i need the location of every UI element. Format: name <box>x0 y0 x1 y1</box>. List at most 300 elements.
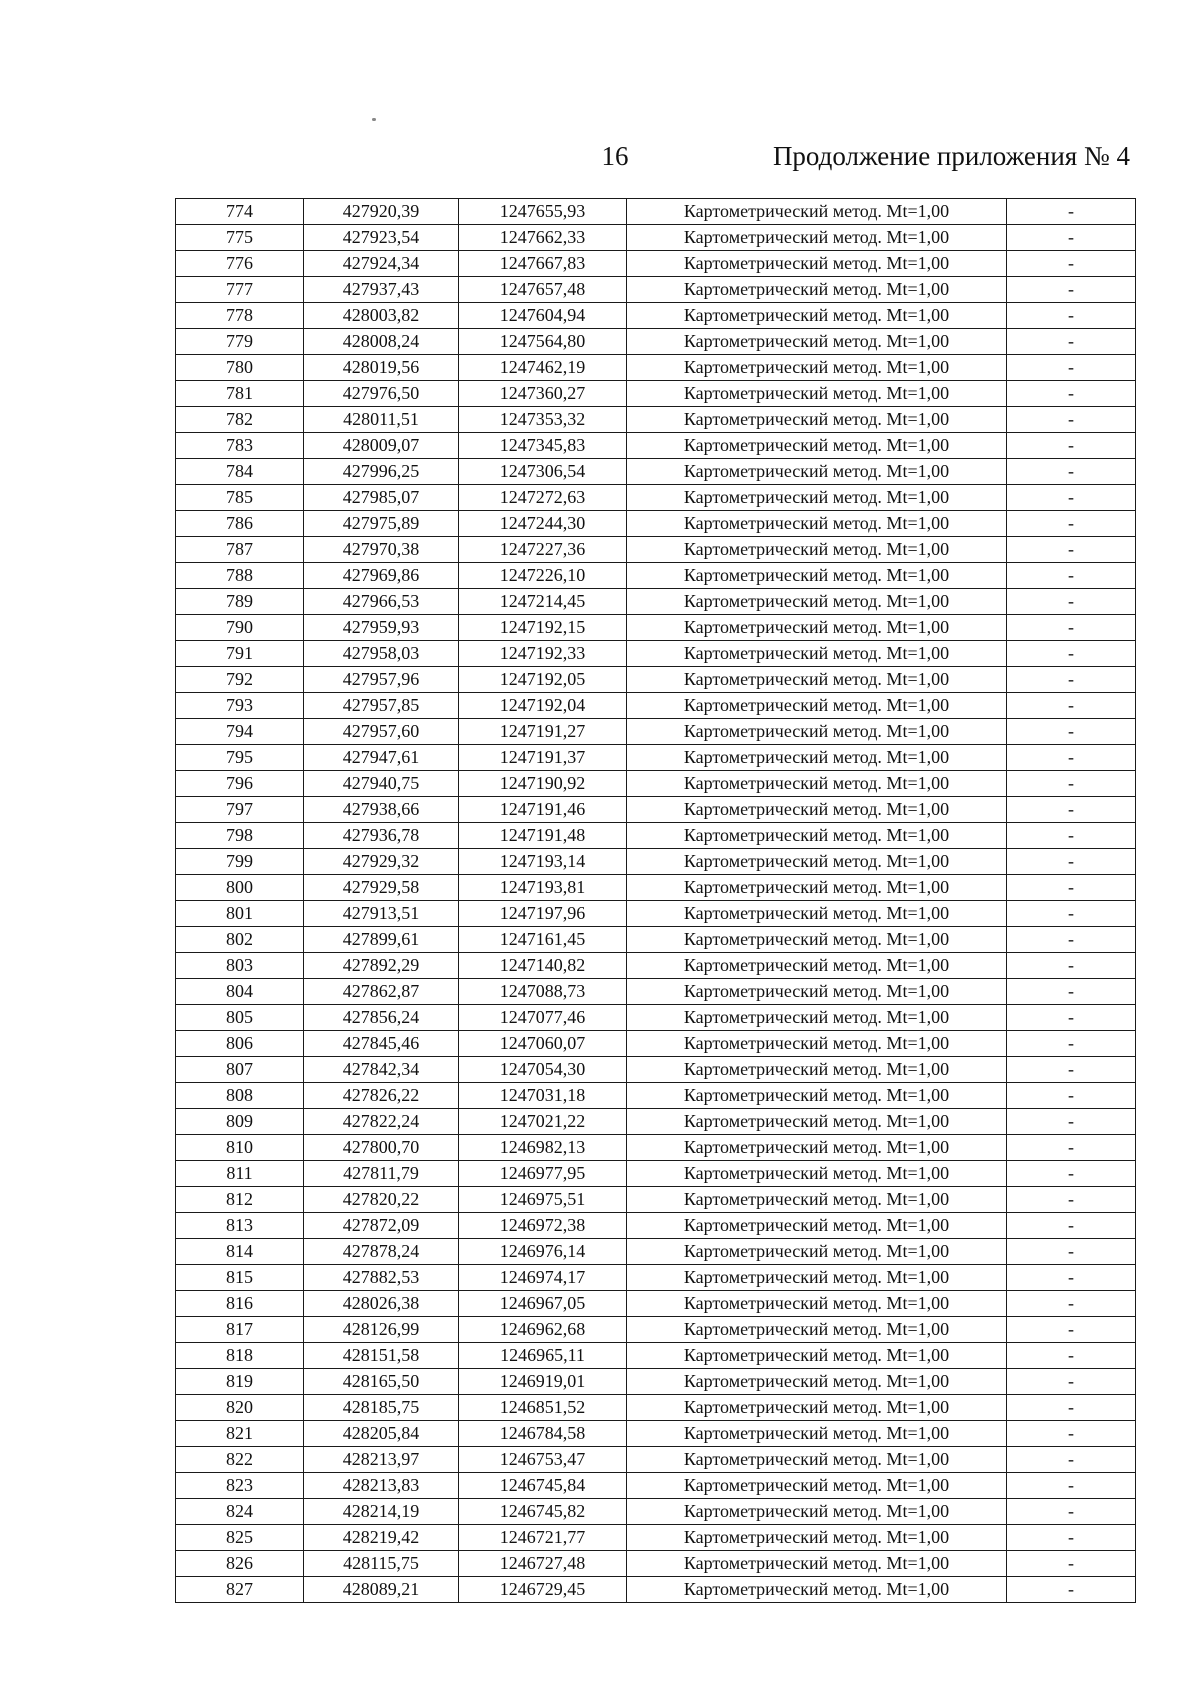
y-coordinate-cell: 1247192,04 <box>459 693 627 719</box>
method-cell: Картометрический метод. Mt=1,00 <box>627 771 1007 797</box>
table-row <box>176 303 1136 329</box>
table-row <box>176 277 1136 303</box>
point-number-cell: 825 <box>176 1525 304 1551</box>
method-cell: Картометрический метод. Mt=1,00 <box>627 1421 1007 1447</box>
table-row <box>176 251 1136 277</box>
x-coordinate-cell: 427969,86 <box>304 563 459 589</box>
point-number-cell: 780 <box>176 355 304 381</box>
y-coordinate-cell: 1246919,01 <box>459 1369 627 1395</box>
table-row <box>176 485 1136 511</box>
method-cell: Картометрический метод. Mt=1,00 <box>627 355 1007 381</box>
table-row <box>176 1421 1136 1447</box>
y-coordinate-cell: 1246727,48 <box>459 1551 627 1577</box>
y-coordinate-cell: 1246982,13 <box>459 1135 627 1161</box>
x-coordinate-cell: 428185,75 <box>304 1395 459 1421</box>
table-row <box>176 953 1136 979</box>
point-number-cell: 800 <box>176 875 304 901</box>
y-coordinate-cell: 1247226,10 <box>459 563 627 589</box>
x-coordinate-cell: 428219,42 <box>304 1525 459 1551</box>
method-cell: Картометрический метод. Mt=1,00 <box>627 277 1007 303</box>
y-coordinate-cell: 1247191,37 <box>459 745 627 771</box>
y-coordinate-cell: 1247345,83 <box>459 433 627 459</box>
note-cell: - <box>1007 1395 1136 1421</box>
method-cell: Картометрический метод. Mt=1,00 <box>627 849 1007 875</box>
note-cell: - <box>1007 1499 1136 1525</box>
point-number-cell: 779 <box>176 329 304 355</box>
table-row <box>176 1317 1136 1343</box>
x-coordinate-cell: 427958,03 <box>304 641 459 667</box>
note-cell: - <box>1007 225 1136 251</box>
method-cell: Картометрический метод. Mt=1,00 <box>627 1291 1007 1317</box>
y-coordinate-cell: 1247667,83 <box>459 251 627 277</box>
y-coordinate-cell: 1247054,30 <box>459 1057 627 1083</box>
method-cell: Картометрический метод. Mt=1,00 <box>627 589 1007 615</box>
note-cell: - <box>1007 1343 1136 1369</box>
y-coordinate-cell: 1247662,33 <box>459 225 627 251</box>
table-row <box>176 1343 1136 1369</box>
x-coordinate-cell: 427976,50 <box>304 381 459 407</box>
table-row <box>176 1239 1136 1265</box>
y-coordinate-cell: 1247140,82 <box>459 953 627 979</box>
point-number-cell: 813 <box>176 1213 304 1239</box>
y-coordinate-cell: 1246745,84 <box>459 1473 627 1499</box>
method-cell: Картометрический метод. Mt=1,00 <box>627 433 1007 459</box>
x-coordinate-cell: 428009,07 <box>304 433 459 459</box>
note-cell: - <box>1007 1057 1136 1083</box>
table-row <box>176 667 1136 693</box>
y-coordinate-cell: 1247353,32 <box>459 407 627 433</box>
x-coordinate-cell: 427842,34 <box>304 1057 459 1083</box>
x-coordinate-cell: 427947,61 <box>304 745 459 771</box>
x-coordinate-cell: 427845,46 <box>304 1031 459 1057</box>
y-coordinate-cell: 1247197,96 <box>459 901 627 927</box>
x-coordinate-cell: 427800,70 <box>304 1135 459 1161</box>
table-row <box>176 771 1136 797</box>
point-number-cell: 819 <box>176 1369 304 1395</box>
y-coordinate-cell: 1246784,58 <box>459 1421 627 1447</box>
table-row <box>176 745 1136 771</box>
y-coordinate-cell: 1247227,36 <box>459 537 627 563</box>
y-coordinate-cell: 1247564,80 <box>459 329 627 355</box>
y-coordinate-cell: 1246974,17 <box>459 1265 627 1291</box>
x-coordinate-cell: 428089,21 <box>304 1577 459 1603</box>
note-cell: - <box>1007 1265 1136 1291</box>
x-coordinate-cell: 428205,84 <box>304 1421 459 1447</box>
method-cell: Картометрический метод. Mt=1,00 <box>627 537 1007 563</box>
x-coordinate-cell: 427936,78 <box>304 823 459 849</box>
note-cell: - <box>1007 199 1136 225</box>
table-row <box>176 329 1136 355</box>
note-cell: - <box>1007 1577 1136 1603</box>
table-row <box>176 719 1136 745</box>
note-cell: - <box>1007 979 1136 1005</box>
note-cell: - <box>1007 1005 1136 1031</box>
note-cell: - <box>1007 485 1136 511</box>
y-coordinate-cell: 1247088,73 <box>459 979 627 1005</box>
y-coordinate-cell: 1247077,46 <box>459 1005 627 1031</box>
note-cell: - <box>1007 1317 1136 1343</box>
note-cell: - <box>1007 745 1136 771</box>
table-row <box>176 1005 1136 1031</box>
y-coordinate-cell: 1247655,93 <box>459 199 627 225</box>
method-cell: Картометрический метод. Mt=1,00 <box>627 1109 1007 1135</box>
point-number-cell: 806 <box>176 1031 304 1057</box>
point-number-cell: 816 <box>176 1291 304 1317</box>
note-cell: - <box>1007 329 1136 355</box>
x-coordinate-cell: 428003,82 <box>304 303 459 329</box>
x-coordinate-cell: 428213,83 <box>304 1473 459 1499</box>
y-coordinate-cell: 1246745,82 <box>459 1499 627 1525</box>
note-cell: - <box>1007 797 1136 823</box>
method-cell: Картометрический метод. Mt=1,00 <box>627 1447 1007 1473</box>
method-cell: Картометрический метод. Mt=1,00 <box>627 1473 1007 1499</box>
note-cell: - <box>1007 615 1136 641</box>
x-coordinate-cell: 428126,99 <box>304 1317 459 1343</box>
y-coordinate-cell: 1247021,22 <box>459 1109 627 1135</box>
x-coordinate-cell: 427820,22 <box>304 1187 459 1213</box>
point-number-cell: 823 <box>176 1473 304 1499</box>
note-cell: - <box>1007 433 1136 459</box>
x-coordinate-cell: 427924,34 <box>304 251 459 277</box>
y-coordinate-cell: 1247191,27 <box>459 719 627 745</box>
point-number-cell: 778 <box>176 303 304 329</box>
x-coordinate-cell: 427937,43 <box>304 277 459 303</box>
x-coordinate-cell: 427920,39 <box>304 199 459 225</box>
point-number-cell: 795 <box>176 745 304 771</box>
point-number-cell: 821 <box>176 1421 304 1447</box>
table-body <box>176 199 1136 1603</box>
method-cell: Картометрический метод. Mt=1,00 <box>627 641 1007 667</box>
point-number-cell: 826 <box>176 1551 304 1577</box>
note-cell: - <box>1007 1083 1136 1109</box>
x-coordinate-cell: 427957,85 <box>304 693 459 719</box>
table-row <box>176 875 1136 901</box>
point-number-cell: 794 <box>176 719 304 745</box>
x-coordinate-cell: 427822,24 <box>304 1109 459 1135</box>
y-coordinate-cell: 1246975,51 <box>459 1187 627 1213</box>
point-number-cell: 802 <box>176 927 304 953</box>
table-row <box>176 1525 1136 1551</box>
point-number-cell: 786 <box>176 511 304 537</box>
method-cell: Картометрический метод. Mt=1,00 <box>627 1083 1007 1109</box>
method-cell: Картометрический метод. Mt=1,00 <box>627 615 1007 641</box>
x-coordinate-cell: 427892,29 <box>304 953 459 979</box>
note-cell: - <box>1007 1369 1136 1395</box>
y-coordinate-cell: 1247031,18 <box>459 1083 627 1109</box>
y-coordinate-cell: 1246967,05 <box>459 1291 627 1317</box>
table-row <box>176 1395 1136 1421</box>
note-cell: - <box>1007 277 1136 303</box>
note-cell: - <box>1007 1421 1136 1447</box>
y-coordinate-cell: 1247360,27 <box>459 381 627 407</box>
note-cell: - <box>1007 667 1136 693</box>
point-number-cell: 815 <box>176 1265 304 1291</box>
page-number: 16 <box>601 141 629 171</box>
note-cell: - <box>1007 771 1136 797</box>
note-cell: - <box>1007 537 1136 563</box>
method-cell: Картометрический метод. Mt=1,00 <box>627 511 1007 537</box>
note-cell: - <box>1007 927 1136 953</box>
point-number-cell: 782 <box>176 407 304 433</box>
note-cell: - <box>1007 1031 1136 1057</box>
y-coordinate-cell: 1247191,48 <box>459 823 627 849</box>
note-cell: - <box>1007 355 1136 381</box>
table-row <box>176 927 1136 953</box>
point-number-cell: 789 <box>176 589 304 615</box>
x-coordinate-cell: 428019,56 <box>304 355 459 381</box>
note-cell: - <box>1007 1239 1136 1265</box>
x-coordinate-cell: 428008,24 <box>304 329 459 355</box>
point-number-cell: 810 <box>176 1135 304 1161</box>
method-cell: Картометрический метод. Mt=1,00 <box>627 199 1007 225</box>
y-coordinate-cell: 1247214,45 <box>459 589 627 615</box>
method-cell: Картометрический метод. Mt=1,00 <box>627 667 1007 693</box>
note-cell: - <box>1007 1551 1136 1577</box>
method-cell: Картометрический метод. Mt=1,00 <box>627 745 1007 771</box>
y-coordinate-cell: 1246753,47 <box>459 1447 627 1473</box>
x-coordinate-cell: 427957,96 <box>304 667 459 693</box>
point-number-cell: 818 <box>176 1343 304 1369</box>
y-coordinate-cell: 1247192,33 <box>459 641 627 667</box>
point-number-cell: 807 <box>176 1057 304 1083</box>
x-coordinate-cell: 427996,25 <box>304 459 459 485</box>
point-number-cell: 788 <box>176 563 304 589</box>
y-coordinate-cell: 1246729,45 <box>459 1577 627 1603</box>
y-coordinate-cell: 1247192,15 <box>459 615 627 641</box>
y-coordinate-cell: 1247272,63 <box>459 485 627 511</box>
note-cell: - <box>1007 875 1136 901</box>
y-coordinate-cell: 1247306,54 <box>459 459 627 485</box>
x-coordinate-cell: 427929,32 <box>304 849 459 875</box>
table-row <box>176 1109 1136 1135</box>
table-row <box>176 589 1136 615</box>
y-coordinate-cell: 1247462,19 <box>459 355 627 381</box>
method-cell: Картометрический метод. Mt=1,00 <box>627 1395 1007 1421</box>
point-number-cell: 805 <box>176 1005 304 1031</box>
method-cell: Картометрический метод. Mt=1,00 <box>627 1005 1007 1031</box>
table-row <box>176 1551 1136 1577</box>
table-row <box>176 1057 1136 1083</box>
note-cell: - <box>1007 589 1136 615</box>
x-coordinate-cell: 428115,75 <box>304 1551 459 1577</box>
method-cell: Картометрический метод. Mt=1,00 <box>627 225 1007 251</box>
x-coordinate-cell: 427929,58 <box>304 875 459 901</box>
method-cell: Картометрический метод. Mt=1,00 <box>627 1239 1007 1265</box>
point-number-cell: 814 <box>176 1239 304 1265</box>
point-number-cell: 817 <box>176 1317 304 1343</box>
method-cell: Картометрический метод. Mt=1,00 <box>627 693 1007 719</box>
point-number-cell: 796 <box>176 771 304 797</box>
method-cell: Картометрический метод. Mt=1,00 <box>627 1187 1007 1213</box>
point-number-cell: 820 <box>176 1395 304 1421</box>
point-number-cell: 824 <box>176 1499 304 1525</box>
y-coordinate-cell: 1246851,52 <box>459 1395 627 1421</box>
x-coordinate-cell: 427878,24 <box>304 1239 459 1265</box>
point-number-cell: 801 <box>176 901 304 927</box>
note-cell: - <box>1007 901 1136 927</box>
table-row <box>176 1135 1136 1161</box>
method-cell: Картометрический метод. Mt=1,00 <box>627 251 1007 277</box>
x-coordinate-cell: 427975,89 <box>304 511 459 537</box>
method-cell: Картометрический метод. Mt=1,00 <box>627 1577 1007 1603</box>
point-number-cell: 822 <box>176 1447 304 1473</box>
y-coordinate-cell: 1247604,94 <box>459 303 627 329</box>
table-row <box>176 1213 1136 1239</box>
point-number-cell: 777 <box>176 277 304 303</box>
table-row <box>176 381 1136 407</box>
method-cell: Картометрический метод. Mt=1,00 <box>627 381 1007 407</box>
table-row <box>176 459 1136 485</box>
x-coordinate-cell: 427899,61 <box>304 927 459 953</box>
y-coordinate-cell: 1247191,46 <box>459 797 627 823</box>
method-cell: Картометрический метод. Mt=1,00 <box>627 485 1007 511</box>
y-coordinate-cell: 1246721,77 <box>459 1525 627 1551</box>
note-cell: - <box>1007 693 1136 719</box>
note-cell: - <box>1007 849 1136 875</box>
y-coordinate-cell: 1247192,05 <box>459 667 627 693</box>
method-cell: Картометрический метод. Mt=1,00 <box>627 1343 1007 1369</box>
table-row <box>176 615 1136 641</box>
method-cell: Картометрический метод. Mt=1,00 <box>627 719 1007 745</box>
x-coordinate-cell: 427913,51 <box>304 901 459 927</box>
point-number-cell: 793 <box>176 693 304 719</box>
note-cell: - <box>1007 563 1136 589</box>
table-row <box>176 355 1136 381</box>
method-cell: Картометрический метод. Mt=1,00 <box>627 1213 1007 1239</box>
table-row <box>176 1187 1136 1213</box>
method-cell: Картометрический метод. Mt=1,00 <box>627 979 1007 1005</box>
method-cell: Картометрический метод. Mt=1,00 <box>627 563 1007 589</box>
table-row <box>176 1265 1136 1291</box>
page-caption: Продолжение приложения № 4 <box>772 141 1130 171</box>
x-coordinate-cell: 427957,60 <box>304 719 459 745</box>
x-coordinate-cell: 427856,24 <box>304 1005 459 1031</box>
note-cell: - <box>1007 1525 1136 1551</box>
table-row <box>176 1291 1136 1317</box>
point-number-cell: 775 <box>176 225 304 251</box>
note-cell: - <box>1007 823 1136 849</box>
y-coordinate-cell: 1247193,14 <box>459 849 627 875</box>
method-cell: Картометрический метод. Mt=1,00 <box>627 875 1007 901</box>
x-coordinate-cell: 427959,93 <box>304 615 459 641</box>
point-number-cell: 808 <box>176 1083 304 1109</box>
point-number-cell: 798 <box>176 823 304 849</box>
x-coordinate-cell: 428026,38 <box>304 1291 459 1317</box>
method-cell: Картометрический метод. Mt=1,00 <box>627 797 1007 823</box>
coordinates-table <box>175 198 1136 1603</box>
table-row <box>176 537 1136 563</box>
method-cell: Картометрический метод. Mt=1,00 <box>627 407 1007 433</box>
table-row <box>176 1083 1136 1109</box>
table-row <box>176 641 1136 667</box>
point-number-cell: 792 <box>176 667 304 693</box>
table-row <box>176 979 1136 1005</box>
scan-speck <box>372 118 376 121</box>
point-number-cell: 791 <box>176 641 304 667</box>
x-coordinate-cell: 428165,50 <box>304 1369 459 1395</box>
method-cell: Картометрический метод. Mt=1,00 <box>627 1265 1007 1291</box>
table-row <box>176 693 1136 719</box>
x-coordinate-cell: 428214,19 <box>304 1499 459 1525</box>
note-cell: - <box>1007 251 1136 277</box>
note-cell: - <box>1007 1161 1136 1187</box>
y-coordinate-cell: 1247060,07 <box>459 1031 627 1057</box>
note-cell: - <box>1007 719 1136 745</box>
table-row <box>176 199 1136 225</box>
point-number-cell: 774 <box>176 199 304 225</box>
note-cell: - <box>1007 381 1136 407</box>
point-number-cell: 804 <box>176 979 304 1005</box>
table-row <box>176 901 1136 927</box>
method-cell: Картометрический метод. Mt=1,00 <box>627 1317 1007 1343</box>
point-number-cell: 790 <box>176 615 304 641</box>
method-cell: Картометрический метод. Mt=1,00 <box>627 329 1007 355</box>
point-number-cell: 809 <box>176 1109 304 1135</box>
note-cell: - <box>1007 407 1136 433</box>
note-cell: - <box>1007 1473 1136 1499</box>
point-number-cell: 803 <box>176 953 304 979</box>
note-cell: - <box>1007 1447 1136 1473</box>
x-coordinate-cell: 427811,79 <box>304 1161 459 1187</box>
y-coordinate-cell: 1246965,11 <box>459 1343 627 1369</box>
table-row <box>176 1369 1136 1395</box>
point-number-cell: 797 <box>176 797 304 823</box>
y-coordinate-cell: 1246962,68 <box>459 1317 627 1343</box>
table-row <box>176 1161 1136 1187</box>
x-coordinate-cell: 428213,97 <box>304 1447 459 1473</box>
method-cell: Картометрический метод. Mt=1,00 <box>627 1031 1007 1057</box>
x-coordinate-cell: 427826,22 <box>304 1083 459 1109</box>
y-coordinate-cell: 1247161,45 <box>459 927 627 953</box>
point-number-cell: 783 <box>176 433 304 459</box>
note-cell: - <box>1007 953 1136 979</box>
y-coordinate-cell: 1247193,81 <box>459 875 627 901</box>
table-row <box>176 407 1136 433</box>
table-row <box>176 797 1136 823</box>
x-coordinate-cell: 427923,54 <box>304 225 459 251</box>
point-number-cell: 785 <box>176 485 304 511</box>
method-cell: Картометрический метод. Mt=1,00 <box>627 927 1007 953</box>
point-number-cell: 812 <box>176 1187 304 1213</box>
point-number-cell: 811 <box>176 1161 304 1187</box>
table-row <box>176 511 1136 537</box>
method-cell: Картометрический метод. Mt=1,00 <box>627 459 1007 485</box>
method-cell: Картометрический метод. Mt=1,00 <box>627 901 1007 927</box>
note-cell: - <box>1007 459 1136 485</box>
y-coordinate-cell: 1246972,38 <box>459 1213 627 1239</box>
table-row <box>176 849 1136 875</box>
y-coordinate-cell: 1247190,92 <box>459 771 627 797</box>
x-coordinate-cell: 427882,53 <box>304 1265 459 1291</box>
note-cell: - <box>1007 1187 1136 1213</box>
method-cell: Картометрический метод. Mt=1,00 <box>627 1057 1007 1083</box>
note-cell: - <box>1007 1291 1136 1317</box>
y-coordinate-cell: 1247244,30 <box>459 511 627 537</box>
x-coordinate-cell: 427940,75 <box>304 771 459 797</box>
x-coordinate-cell: 427938,66 <box>304 797 459 823</box>
x-coordinate-cell: 427862,87 <box>304 979 459 1005</box>
point-number-cell: 799 <box>176 849 304 875</box>
point-number-cell: 787 <box>176 537 304 563</box>
table-row <box>176 823 1136 849</box>
method-cell: Картометрический метод. Mt=1,00 <box>627 1161 1007 1187</box>
point-number-cell: 827 <box>176 1577 304 1603</box>
table-row <box>176 433 1136 459</box>
point-number-cell: 776 <box>176 251 304 277</box>
method-cell: Картометрический метод. Mt=1,00 <box>627 1525 1007 1551</box>
x-coordinate-cell: 427966,53 <box>304 589 459 615</box>
x-coordinate-cell: 428011,51 <box>304 407 459 433</box>
